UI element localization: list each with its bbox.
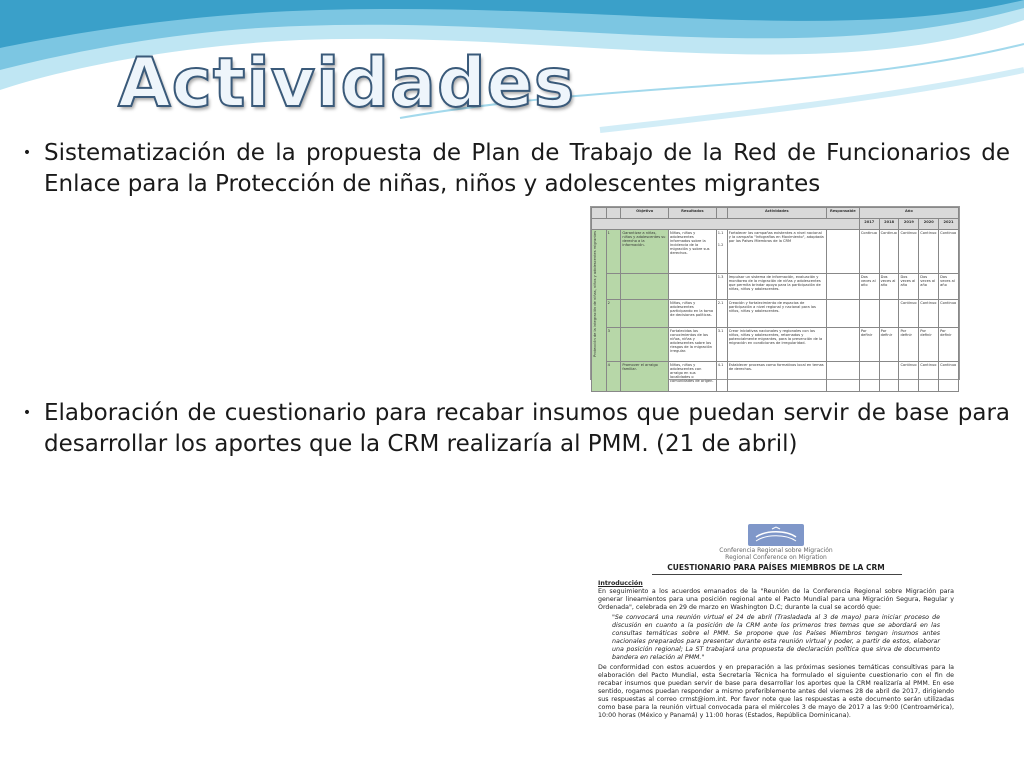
cell-actividad: Impulsar un sistema de información, evaluación y monitoreo de la migración de niñas y adolescentes que permita brindar apoyo para la participación de niñas, niños y adolescentes. bbox=[727, 274, 826, 300]
doc-heading: CUESTIONARIO PARA PAÍSES MIEMBROS DE LA CRM bbox=[667, 563, 885, 572]
row-number: 4 bbox=[606, 362, 621, 392]
table-cell: Dos veces al año bbox=[859, 274, 879, 300]
table-cell: Continuo bbox=[899, 300, 919, 328]
table-cell: Continuo bbox=[919, 230, 939, 274]
table-cell bbox=[879, 300, 899, 328]
divider bbox=[652, 574, 902, 575]
year-header: 2021 bbox=[939, 219, 959, 230]
bullet-text: Sistematización de la propuesta de Plan de Trabajo de la Red de Funcionarios de Enlace para la Protección de niñas, niños y adolescentes migrantes bbox=[44, 140, 1010, 197]
table-cell: Continuo bbox=[939, 362, 959, 392]
table-cell: Continuo bbox=[939, 230, 959, 274]
bullet-item bbox=[10, 138, 1010, 200]
table-cell: Dos veces al año bbox=[919, 274, 939, 300]
table-cell: Continuo bbox=[859, 230, 879, 274]
table-cell bbox=[859, 300, 879, 328]
cell-actividad: Fortalecer las campañas existentes a nivel nacional y la campaña "Infografías en Movimiento", adoptada por los Países Miembros de la CRM bbox=[727, 230, 826, 274]
row-number: 1 bbox=[606, 230, 621, 274]
cell-actividad: Establecer procesos como formativos local en temas de derechos. bbox=[727, 362, 826, 392]
bullet-glyph: • bbox=[22, 405, 32, 421]
table-cell bbox=[859, 362, 879, 392]
crm-logo-icon bbox=[748, 524, 804, 546]
cell-actividad: Creación y fortalecimiento de espacios de participación a nivel regional y nacional para los niños, niñas y adolescentes. bbox=[727, 300, 826, 328]
cell-resultado: Niñas, niños y adolescentes informados sobre la incidencia de la migración y sobre sus derechos. bbox=[669, 230, 717, 274]
table-cell: Continuo bbox=[899, 230, 919, 274]
row-number: 2 bbox=[606, 300, 621, 328]
table-cell: Continuo bbox=[919, 362, 939, 392]
org-line: Conferencia Regional sobre Migración bbox=[719, 547, 833, 554]
table-cell: Por definir bbox=[919, 328, 939, 362]
bullet-item bbox=[10, 398, 1010, 460]
doc-paragraph: De conformidad con estos acuerdos y en preparación a las próximas sesiones temáticas consultivas para la elaboración del Pacto Mundial, esta Secretaría Técnica ha formulado el siguiente cuestionario con el fin de recabar insumos que puedan servir de base para desarrollar los aportes que la CRM realizaría al PMM. En ese sentido, rogamos puedan responder a mismo preferiblemente antes del viernes 28 de abril de 2017, dirigiendo sus respuestas al correo crmst@iom.int. Por favor note que las respuestas a este documento serán utilizadas como base para la reunión virtual convocada para el miércoles 3 de mayo de 2017 a las 9:00 (Centroamérica), 10:00 horas (México y Panamá) y 11:00 horas (Estados, República Dominicana). bbox=[598, 664, 954, 719]
doc-paragraph: En seguimiento a los acuerdos emanados de la "Reunión de la Conferencia Regional sobre Migración para generar lineamientos para una posición regional ante el Pacto Mundial para una Migración Segura, Regular y Ordenada", celebrada en 29 de marzo en Washington D.C; durante la cual se acordó que: bbox=[598, 588, 954, 611]
cell-resultado: Fortalecidos los conocimientos de los niños, niñas y adolescentes sobre los riesgos de la migración irregular. bbox=[669, 328, 717, 362]
table-cell: Continuo bbox=[899, 362, 919, 392]
cell-objetivo: Garantizar a niñas, niños y adolescentes su derecho a la información. bbox=[621, 230, 669, 274]
cell-objetivo: Promover el arraigo familiar. bbox=[621, 362, 669, 392]
bullet-text: Elaboración de cuestionario para recabar insumos que puedan servir de base para desarrollar los aportes que la CRM realizaría al PMM. (21 de abril) bbox=[44, 400, 1010, 457]
doc-quote: "Se convocará una reunión virtual el 24 de abril (Trasladada al 3 de mayo) para iniciar proceso de discusión en cuanto a la posición de la CRM ante los primeros tres temas que se abordará en las consultas temáticas sobre el PMM. Se propone que los Países Miembros tengan insumos antes nacionales preparados para presentar durante esta reunión virtual y poder, a partir de estos, elaborar una posición regional; La ST trabajará una propuesta de declaración política que sirva de documento bandera en relación al PMM." bbox=[612, 614, 940, 661]
doc-body bbox=[598, 580, 954, 720]
col-header: Resultados bbox=[669, 208, 717, 219]
table-cell: Continuo bbox=[939, 300, 959, 328]
table-cell: Por definir bbox=[899, 328, 919, 362]
table-cell: Dos veces al año bbox=[939, 274, 959, 300]
org-line: Regional Conference on Migration bbox=[725, 554, 827, 561]
year-header: 2020 bbox=[919, 219, 939, 230]
side-label: Protección de la integración de niñas, niños y adolescentes migrantes bbox=[593, 231, 597, 357]
table-cell: Por definir bbox=[859, 328, 879, 362]
cell-resultado: Niñas, niños y adolescentes participando en la toma de decisiones políticas. bbox=[669, 300, 717, 328]
year-header: 2017 bbox=[859, 219, 879, 230]
col-header: Actividades bbox=[727, 208, 826, 219]
doc-org-name bbox=[592, 547, 960, 561]
slide-title: Actividades bbox=[118, 44, 576, 123]
table-cell: Dos veces al año bbox=[879, 274, 899, 300]
table-cell: Por definir bbox=[879, 328, 899, 362]
table-cell: Continuo bbox=[879, 230, 899, 274]
table-cell: Por definir bbox=[939, 328, 959, 362]
work-plan-table-image: Objetivo Resultados Actividades Responsable Año 2017 2018 2019 2020 2021 Protección de la integración de niñas, niños y adolescentes migrantes 1 Garantizar a niñas, niños y adolescentes su derecho a la información. Niñas, niños y adolescentes informados sobre la incidencia de la migración y sobre sus derechos. 1.1 1.2 Fortalecer las campañas existentes a nivel nacional y la campaña "Infografías en Movimiento", adoptada por los Países Miembros de la CRM Continuo Continuo Continuo Continuo Continuo 1.3 Impulsar un sistema de información, evaluación y monitoreo de la migración de niñas y adolescentes que permita brindar apoyo para la participación de niñas, niños y adolescentes. Dos veces al año Dos veces al año Dos veces al año Dos veces al año Dos veces al año 2 Niñas, niños y adolescentes participando en la toma de decisiones políticas. 2.1 Creación y fortalecimiento de espacios de participación a nivel regional y nacional para los niños, niñas y adolescentes. Continuo Continuo Continuo 3 Fortalecidos los conocimientos de los niños, niñas y adolescentes sobre los riesgos de la migración irregular. 3.1 Crear iniciativas nacionales y regionales con los niños, niñas y adolescentes, retornados y potencialmente migrantes, para la prevención de la migración en condiciones de irregularidad. Por definir Por definir Por definir Por definir Por definir 4 Promover el arraigo familiar. Niñas, niños y adolescentes con arraigo en sus localidades o comunidades de origen. 4.1 Establecer procesos como formativos local en temas de derechos. Continuo Continuo Continuo bbox=[590, 206, 960, 380]
year-header: 2018 bbox=[879, 219, 899, 230]
questionnaire-document-image bbox=[592, 520, 960, 768]
cell-actividad: Crear iniciativas nacionales y regionales con los niños, niñas y adolescentes, retornados y potencialmente migrantes, para la prevención de la migración en condiciones de irregularidad. bbox=[727, 328, 826, 362]
col-header: Objetivo bbox=[621, 208, 669, 219]
year-header: 2019 bbox=[899, 219, 919, 230]
table-cell bbox=[879, 362, 899, 392]
col-header: Año bbox=[859, 208, 958, 219]
row-number: 3 bbox=[606, 328, 621, 362]
table-cell: Dos veces al año bbox=[899, 274, 919, 300]
col-header: Responsable bbox=[826, 208, 859, 219]
cell-resultado: Niñas, niños y adolescentes con arraigo en sus localidades o comunidades de origen. bbox=[669, 362, 717, 392]
bullet-glyph: • bbox=[22, 145, 32, 161]
doc-section-title: Introducción bbox=[598, 580, 643, 587]
table-cell: Continuo bbox=[919, 300, 939, 328]
